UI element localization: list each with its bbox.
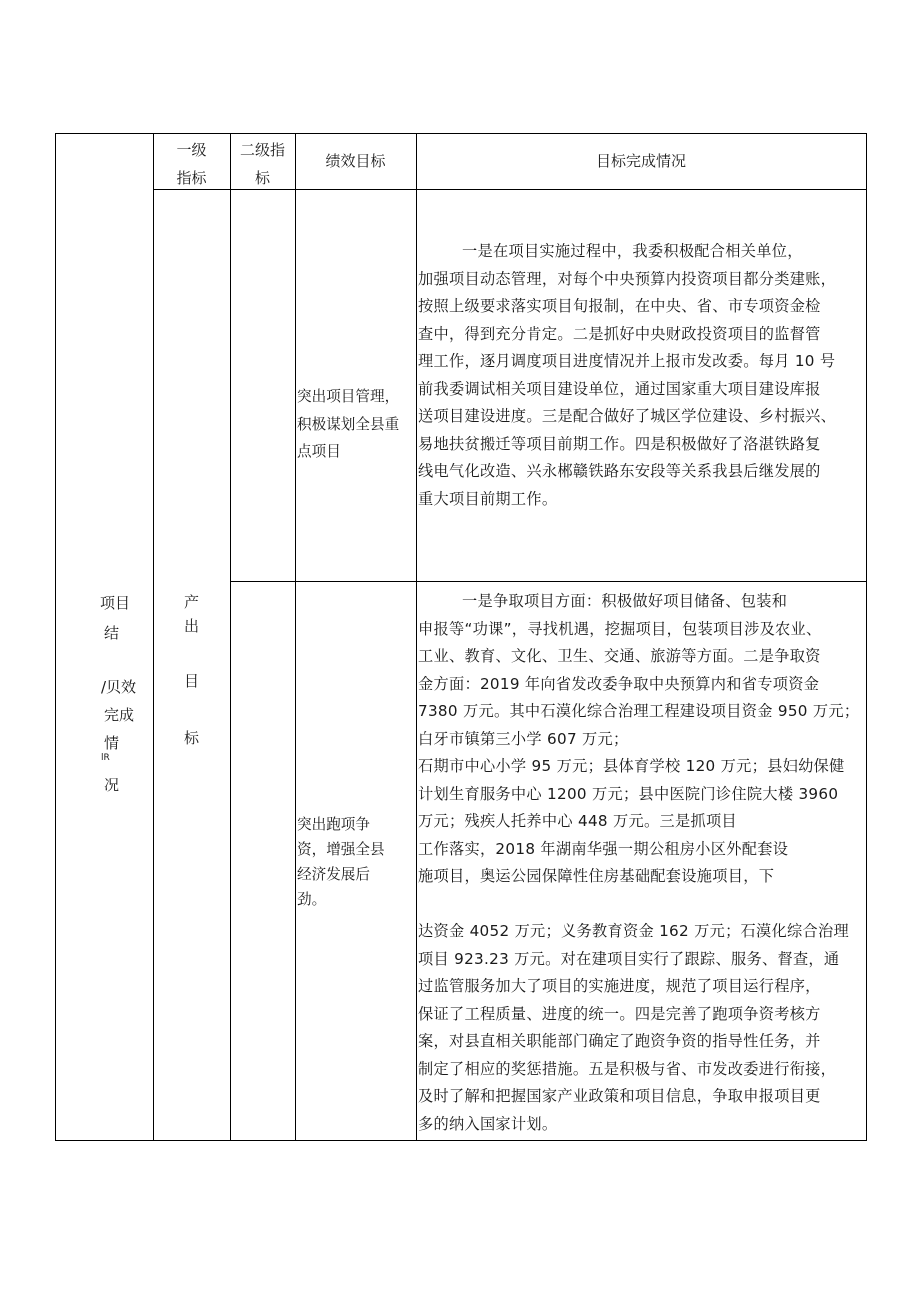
table-border-left xyxy=(55,133,56,1141)
table-border-bottom xyxy=(55,1140,867,1141)
level1-value-char: 出 xyxy=(184,617,200,635)
table-divider xyxy=(153,133,154,1141)
table-divider xyxy=(230,133,231,1141)
row-label-line: lR xyxy=(101,753,110,763)
row2-completion-continued: 达资金 4052 万元；义务教育资金 162 万元；石漠化综合治理 项目 923.23 万元。对在建项目实行了跟踪、服务、督查，通 过监管服务加大了项目的实施进度，规范了项目运行程序， 保证了工程质量、进度的统一。四是完善了跑项争资考核方 案，对县直相关职能部门确定了跑资争资的指导性任务，并 制定了相应的奖惩措施。五是积极与省、市发改委进行衔接， 及时了解和把握国家产业政策和项目信息，争取申报项目更 多的纳入国家计划。 xyxy=(418,922,849,1133)
level1-value-char: 产 xyxy=(184,593,200,611)
row-label-line: 情 xyxy=(104,734,120,752)
row-label-line: 况 xyxy=(104,776,120,794)
table-divider xyxy=(295,133,296,1141)
row-label-line: 结 xyxy=(104,624,120,642)
row-label-line: 完成 xyxy=(104,706,135,724)
table-border-top xyxy=(55,133,867,134)
row1-target: 突出项目管理， 积极谋划全县重 点项目 xyxy=(297,388,400,460)
header-divider xyxy=(153,189,867,190)
row-divider xyxy=(230,581,867,582)
row1-completion: 一是在项目实施过程中，我委积极配合相关单位， 加强项目动态管理，对每个中央预算内投资项目都分类建账， 按照上级要求落实项目旬报制，在中央、省、市专项资金检 查中，得到充分肯定。二是抓好中央财政投资项目的监督管 理工作，逐月调度项目进度情况并上报市发改委。每月 10 号 前我委调试相关项目建设单位，通过国家重大项目建设库报 送项目建设进度。三是配合做好了城区学位建设、乡村振兴、 易地扶贫搬迁等项目前期工作。四是积极做好了洛湛铁路复 线电气化改造、兴永郴赣铁路东安段等关系我县后继发展的 重大项目前期工作。 xyxy=(418,242,837,508)
level1-value-char: 标 xyxy=(184,729,200,747)
row2-target: 突出跑项争 资，增强全县 经济发展后 劲。 xyxy=(297,816,385,908)
header-level1: 一级 指标 xyxy=(176,141,207,187)
table-border-right xyxy=(866,133,867,1141)
row-label-line: 项目 xyxy=(100,594,131,612)
level1-value-char: 目 xyxy=(184,672,200,690)
table-divider xyxy=(416,133,417,1141)
header-level2: 二级指 标 xyxy=(239,141,285,187)
header-target: 绩效目标 xyxy=(325,152,386,170)
row-label-line: /贝效 xyxy=(101,678,137,696)
row2-completion: 一是争取项目方面：积极做好项目储备、包装和 申报等“功课”，寻找机遇，挖掘项目，包装项目涉及农业、 工业、教育、文化、卫生、交通、旅游等方面。二是争取资 金方面：2019 年向省发改委争取中央预算内和省专项资金 7380 万元。其中石漠化综合治理工程建设项目资金 950 万元； 白牙市镇第三小学 607 万元； 石期市中心小学 95 万元；县体育学校 120 万元；县妇幼保健 计划生育服务中心 1200 万元；县中医院门诊住院大楼 3960 万元；残疾人托养中心 448 万元。三是抓项目 工作落实，2018 年湖南华强一期公租房小区外配套设 施项目，奥运公园保障性住房基础配套设施项目，下 xyxy=(418,592,860,885)
header-completion: 目标完成情况 xyxy=(595,152,686,170)
